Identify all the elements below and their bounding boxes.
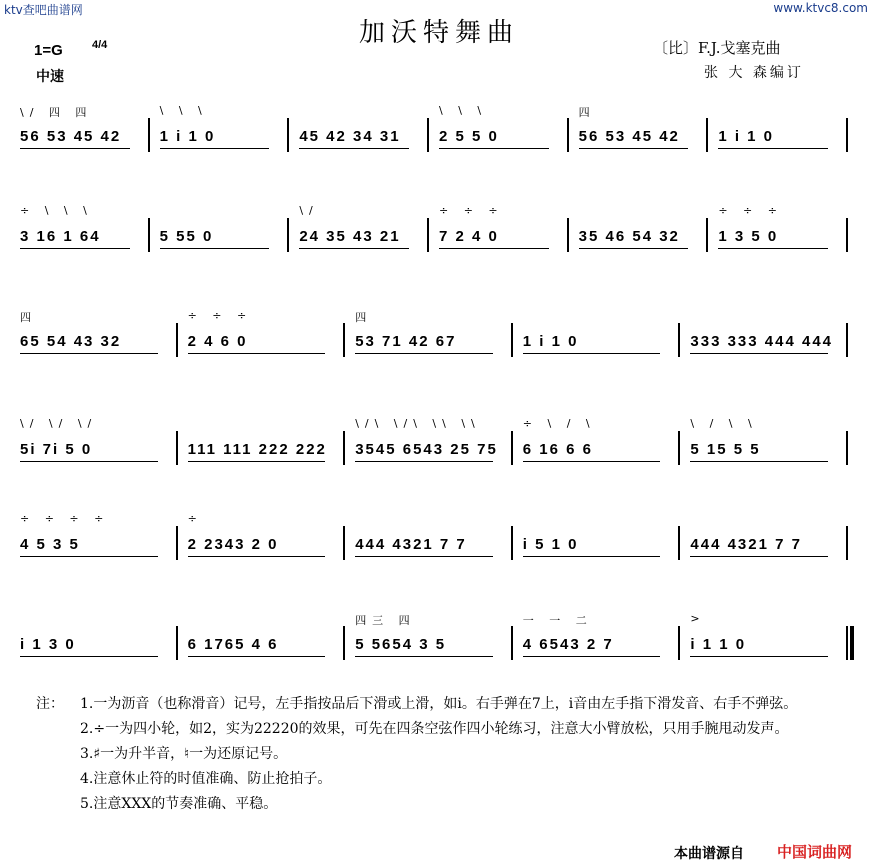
bar-line [706,118,708,152]
bar-line [678,323,680,357]
beam-underline [523,461,661,462]
technique-marks: \ \ \ [439,104,488,117]
beam-underline [355,461,493,462]
score-row [0,488,878,588]
measure-notes: 5 5654 3 5 [355,636,447,653]
technique-marks: 四 [578,106,596,119]
note-item: 5.注意XXX的节奏准确、平稳。 [80,796,278,812]
bar-line [511,431,513,465]
beam-underline [439,148,549,149]
bar-line [706,218,708,252]
technique-marks: \ \ \ [159,104,208,117]
bar-line [176,323,178,357]
technique-marks: ÷ ÷ ÷ [187,309,253,322]
technique-marks: ÷ [187,512,203,525]
bar-line [343,431,345,465]
score-row [0,393,878,493]
measure [182,488,350,588]
editor-credit: 张 大 森编订 [704,65,804,81]
measure-notes: 5 15 5 5 [690,441,761,458]
measure-notes: 35 46 54 32 [578,228,680,245]
measure [14,180,154,280]
bar-line [176,626,178,660]
measure-notes: 3545 6543 25 75 [355,441,498,458]
measure [517,588,685,688]
measure-notes: 5i 7i 5 0 [20,441,93,458]
score-row [0,588,878,688]
measure [517,285,685,385]
measure-notes: i 5 1 0 [522,536,579,553]
measure-notes: 45 42 34 31 [299,128,401,145]
measure [182,285,350,385]
measure [349,285,517,385]
bar-line [511,323,513,357]
measure [14,80,154,180]
bar-line [567,118,569,152]
measure [154,180,294,280]
technique-marks: \/ [299,204,319,217]
measure-notes: 1 i 1 0 [522,333,579,350]
note-item: 2.÷一为四小轮，如2，实为22220的效果，可先在四条空弦作四小轮练习，注意大小臂放松，只用手腕甩动发声。 [80,721,789,737]
measure [517,393,685,493]
measure-notes: 56 53 45 42 [20,128,122,145]
bar-line [678,526,680,560]
bar-line [287,218,289,252]
measure-notes: 111 111 222 222 [187,441,327,458]
watermark-left: ktv查吧曲谱网 [4,3,83,17]
final-bar-line [850,626,854,660]
measure-notes: 2 4 6 0 [187,333,248,350]
measure-notes: 65 54 43 32 [20,333,122,350]
beam-underline [718,248,828,249]
note-item: 4.注意休止符的时值准确、防止抢拍子。 [80,771,332,787]
measure [712,180,852,280]
tempo-marking: 中速 [36,69,64,85]
measure [684,488,852,588]
bar-line [511,526,513,560]
measure [293,180,433,280]
measure-notes: i 1 1 0 [690,636,747,653]
technique-marks: \/ \/ \/ [20,417,98,430]
bar-line [176,526,178,560]
bar-line [176,431,178,465]
technique-marks: \/ 四 四 [20,106,93,119]
beam-underline [523,353,661,354]
beam-underline [160,148,270,149]
beam-underline [20,556,158,557]
measure [182,393,350,493]
beam-underline [188,353,326,354]
measure-notes: 2 2343 2 0 [187,536,279,553]
beam-underline [355,353,493,354]
beam-underline [690,353,828,354]
measure-notes: 53 71 42 67 [355,333,457,350]
measure [154,80,294,180]
measure-notes: 7 2 4 0 [439,228,499,245]
bar-line [148,118,150,152]
beam-underline [523,556,661,557]
bar-line [511,626,513,660]
source-label: 本曲谱源自 [674,846,744,862]
beam-underline [299,148,409,149]
bar-line [846,626,848,660]
page-title: 加沃特舞曲 [358,18,519,48]
beam-underline [690,656,828,657]
technique-marks: ÷ \ / \ [522,417,596,430]
technique-marks: 四 [355,311,373,324]
source-site-link[interactable]: 中国词曲网 [777,843,853,861]
measure-notes: 24 35 43 21 [299,228,401,245]
technique-marks: ÷ ÷ ÷ [439,204,504,217]
measure [14,488,182,588]
measure [14,393,182,493]
beam-underline [355,556,493,557]
beam-underline [579,148,689,149]
score-row [0,80,878,180]
measure-notes: 444 4321 7 7 [355,536,467,553]
technique-marks: ÷ \ \ \ [20,204,93,217]
beam-underline [188,656,326,657]
bar-line [846,431,848,465]
score-row [0,285,878,385]
measure-notes: 2 5 5 0 [439,128,499,145]
note-item: 1.一为沥音（也称滑音）记号，左手指按品后下滑或上滑，如i。右手弹在7上，i音由左手指下滑发音、右手不弹弦。 [80,696,798,712]
measure [684,588,852,688]
beam-underline [20,148,130,149]
score-row [0,180,878,280]
measure-notes: 1 i 1 0 [159,128,216,145]
technique-marks: \ / \ \ [690,417,758,430]
beam-underline [20,353,158,354]
bar-line [567,218,569,252]
bar-line [343,526,345,560]
beam-underline [439,248,549,249]
technique-marks: 四三 四 [355,614,416,627]
beam-underline [718,148,828,149]
notes-label: 注： [36,696,64,712]
technique-marks: 一 一 二 [522,614,593,627]
measure-notes: 56 53 45 42 [578,128,680,145]
beam-underline [20,248,130,249]
beam-underline [20,656,158,657]
watermark-right: www.ktvc8.com [773,1,868,15]
measure [517,488,685,588]
measure-notes: 4 6543 2 7 [522,636,614,653]
measure [14,588,182,688]
note-item: 3.♯一为升半音，♮一为还原记号。 [80,746,288,762]
technique-marks: \/\ \/\ \\ \\ [355,417,481,430]
bar-line [846,323,848,357]
measure [293,80,433,180]
measure [684,285,852,385]
bar-line [148,218,150,252]
beam-underline [20,461,158,462]
beam-underline [188,461,326,462]
beam-underline [579,248,689,249]
bar-line [343,626,345,660]
bar-line [287,118,289,152]
technique-marks: > [690,612,706,625]
composer-credit: 〔比〕F.J.戈塞克曲 [653,39,781,57]
measure [684,393,852,493]
beam-underline [160,248,270,249]
beam-underline [188,556,326,557]
bar-line [678,626,680,660]
measure [433,80,573,180]
measure-notes: 1 3 5 0 [718,228,779,245]
beam-underline [299,248,409,249]
bar-line [343,323,345,357]
measure-notes: 1 i 1 0 [718,128,775,145]
measure [349,488,517,588]
bar-line [427,218,429,252]
measure-notes: 333 333 444 444 [690,333,834,350]
bar-line [846,118,848,152]
notes-section [36,692,846,817]
measure [182,588,350,688]
technique-marks: ÷ ÷ ÷ [718,204,783,217]
beam-underline [690,461,828,462]
measure-notes: i 1 3 0 [20,636,76,653]
measure [573,80,713,180]
measure-notes: 444 4321 7 7 [690,536,802,553]
measure-notes: 3 16 1 64 [20,228,101,245]
bar-line [846,526,848,560]
bar-line [846,218,848,252]
beam-underline [690,556,828,557]
technique-marks: 四 [20,311,37,324]
beam-underline [355,656,493,657]
measure [433,180,573,280]
key-signature: 1=G [34,42,63,59]
measure [573,180,713,280]
measure-notes: 5 55 0 [159,228,214,245]
time-signature: 4/4 [92,39,108,51]
bar-line [427,118,429,152]
measure [349,393,517,493]
measure-notes: 6 16 6 6 [522,441,594,458]
beam-underline [523,656,661,657]
measure-notes: 6 1765 4 6 [187,636,279,653]
bar-line [678,431,680,465]
measure-notes: 4 5 3 5 [20,536,80,553]
measure [14,285,182,385]
measure [712,80,852,180]
technique-marks: ÷ ÷ ÷ ÷ [20,512,110,525]
measure [349,588,517,688]
